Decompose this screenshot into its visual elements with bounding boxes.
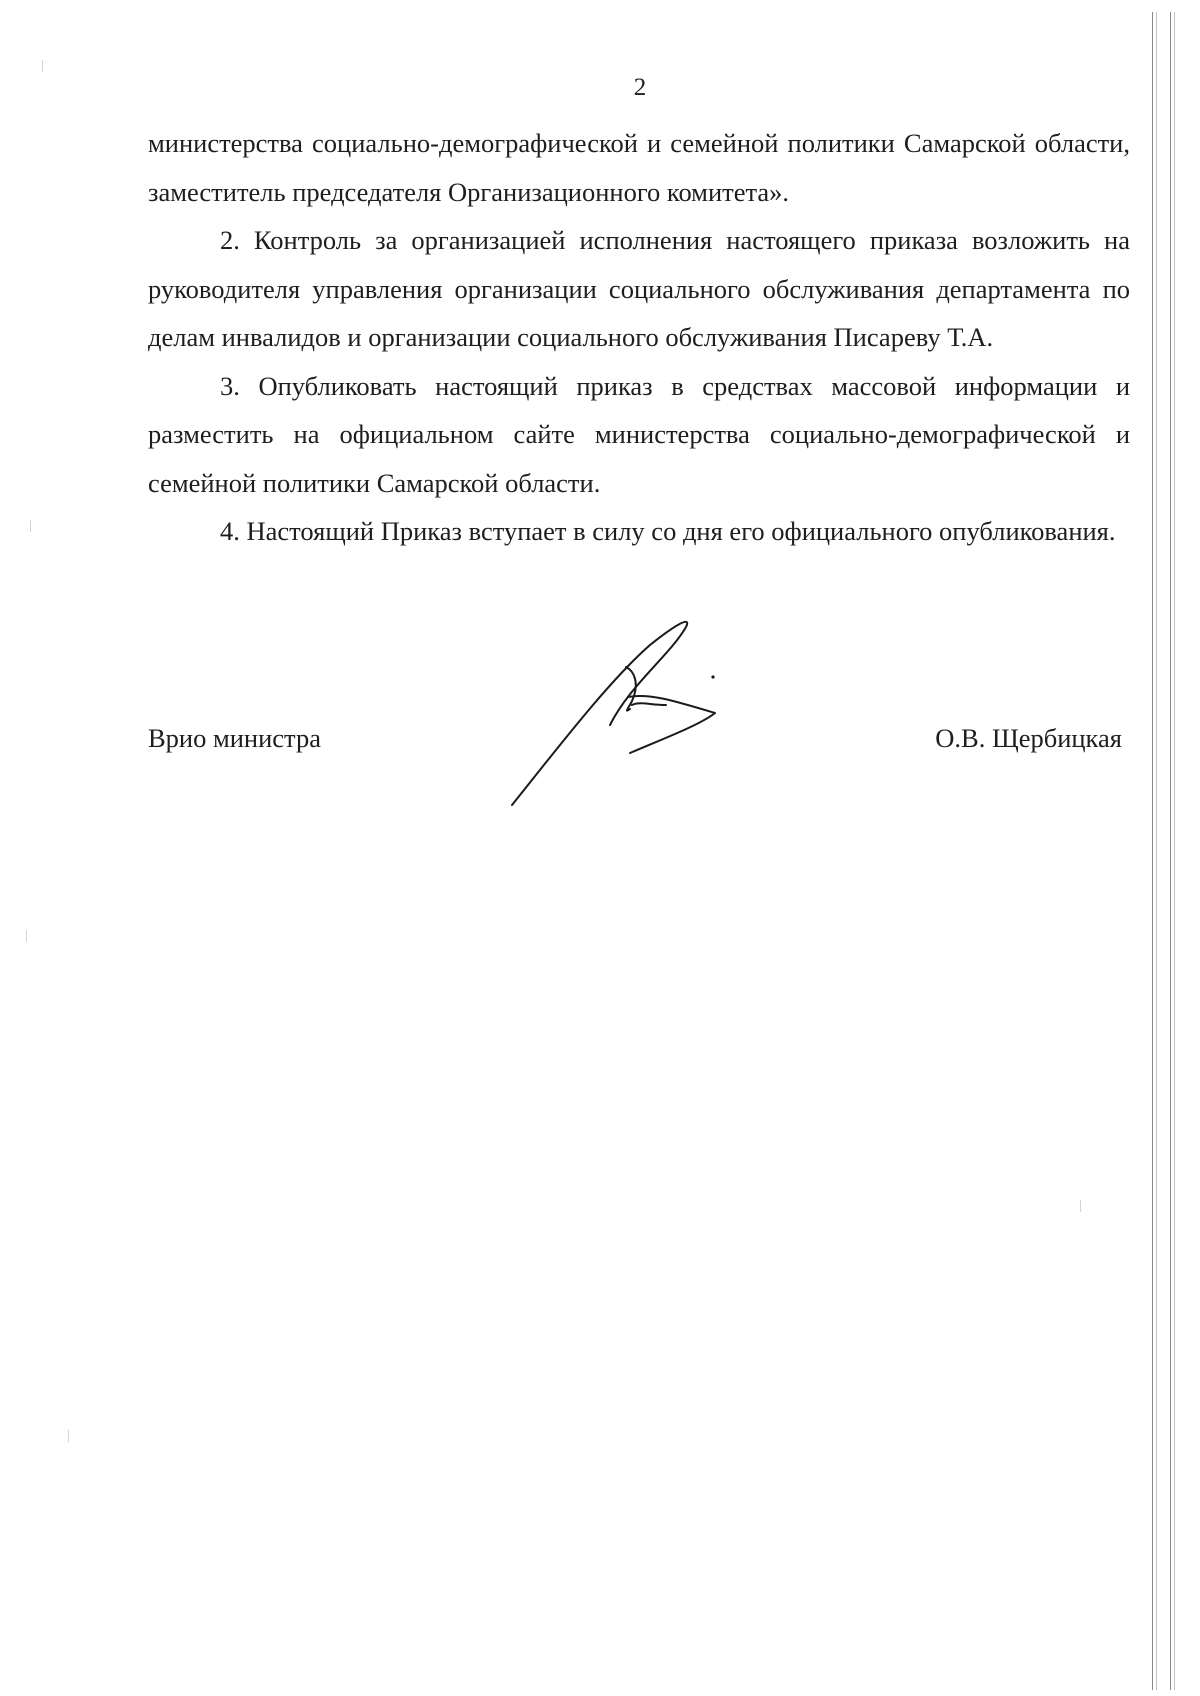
scan-speck [68,1430,69,1442]
document-body [148,119,1130,556]
scan-speck [26,930,27,942]
handwritten-signature [500,605,760,825]
paragraph-item-2: 2. Контроль за организацией исполнения настоящего приказа возложить на руководителя управления организации социального обслуживания департамента по делам инвалидов и организации социального обслуживания Писареву Т.А. [148,225,1130,352]
signatory-name: О.В. Щербицкая [935,723,1122,753]
page-number-container [0,74,1200,102]
paragraph-item-4: 4. Настоящий Приказ вступает в силу со дня его официального опубликования. [220,516,1116,546]
scan-edge-line [1152,12,1153,1690]
paragraph-continuation: министерства социально-демографической и семейной политики Самарской области, заместитель председателя Организационного комитета». [148,128,1130,207]
scan-speck [1080,1200,1081,1212]
signatory-title: Врио министра [148,723,321,753]
paragraph-item-3: 3. Опубликовать настоящий приказ в средствах массовой информации и разместить на официальном сайте министерства социально-демографической и семейной политики Самарской области. [148,370,1130,498]
scan-edge-line [1170,12,1171,1690]
scan-edge-line [1156,12,1157,1690]
page-number: 2 [633,74,647,101]
scan-speck [42,60,43,72]
scan-edge-line [1174,12,1175,1690]
scan-speck [30,520,31,532]
